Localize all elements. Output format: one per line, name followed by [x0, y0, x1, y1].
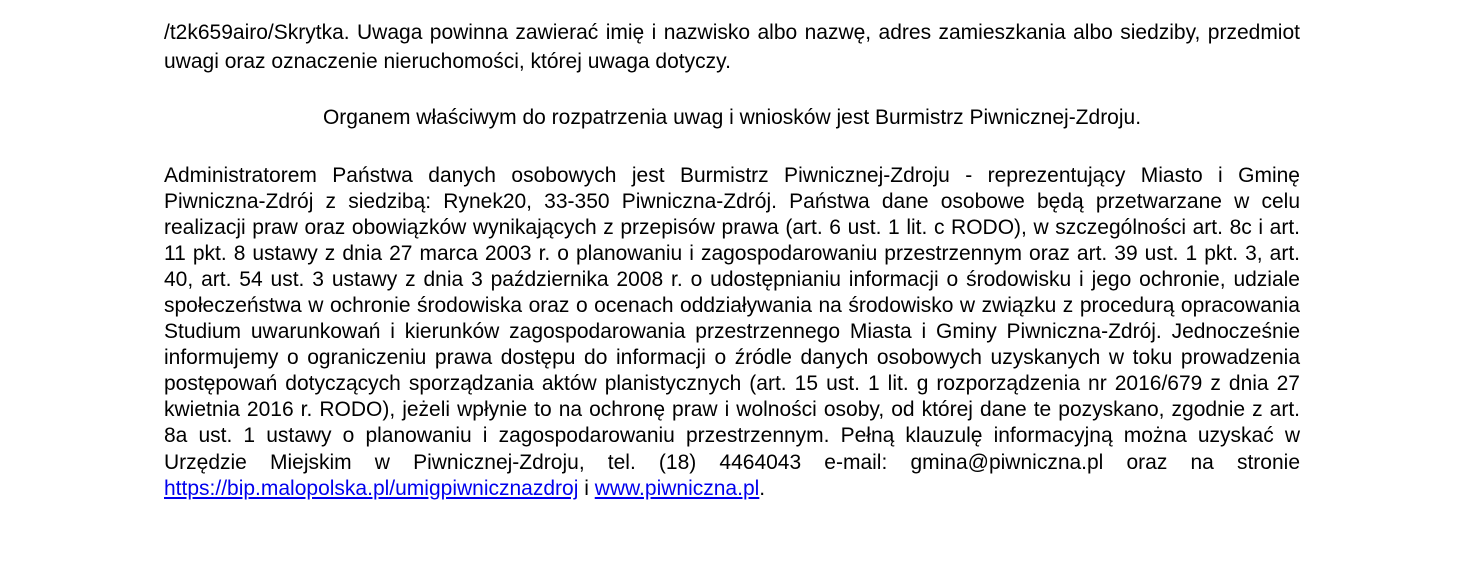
paragraph-data-protection-clause	[164, 163, 1300, 502]
paragraph-submission-requirements: /t2k659airo/Skrytka. Uwaga powinna zawierać imię i nazwisko albo nazwę, adres zamieszkania albo siedziby, przedmiot uwagi oraz oznaczenie nieruchomości, której uwaga dotyczy.	[164, 21, 1300, 73]
closing-period: .	[759, 476, 766, 500]
bip-link[interactable]: https://bip.malopolska.pl/umigpiwnicznazdroj	[164, 476, 579, 500]
data-protection-text: Administratorem Państwa danych osobowych jest Burmistrz Piwnicznej-Zdroju - reprezentujący Miasto i Gminę Piwniczna-Zdrój z siedzibą: Rynek20, 33-350 Piwniczna-Zdrój. Państwa dane osobowe będą przetwarzane w celu realizacji praw oraz obowiązków wynikających z przepisów prawa (art. 6 ust. 1 lit. c RODO), w szczególności art. 8c i art. 11 pkt. 8 ustawy z dnia 27 marca 2003 r. o planowaniu i zagospodarowaniu przestrzennym oraz art. 39 ust. 1 pkt. 3, art. 40, art. 54 ust. 3 ustawy z dnia 3 października 2008 r. o udostępnianiu informacji o środowisku i jego ochronie, udziale społeczeństwa w ochronie środowiska oraz o ocenach oddziaływania na środowisko w związku z procedurą opracowania Studium uwarunkowań i kierunków zagospodarowania przestrzennego Miasta i Gminy Piwniczna-Zdrój. Jednocześnie informujemy o ograniczeniu prawa dostępu do informacji o źródle danych osobowych uzyskanych w toku prowadzenia postępowań dotyczących sporządzania aktów planistycznych (art. 15 ust. 1 lit. g rozporządzenia nr 2016/679 z dnia 27 kwietnia 2016 r. RODO), jeżeli wpłynie to na ochronę praw i wolności osoby, od której dane te pozyskano, zgodnie z art. 8a ust. 1 ustawy o planowaniu i zagospodarowaniu przestrzennym. Pełną klauzulę informacyjną można uzyskać w Urzędzie Miejskim w Piwnicznej-Zdroju, tel. (18) 4464043 e-mail: gmina@piwniczna.pl oraz na stronie	[164, 164, 1300, 474]
link-connector: i	[578, 476, 595, 500]
paragraph-competent-authority: Organem właściwym do rozpatrzenia uwag i wniosków jest Burmistrz Piwnicznej-Zdroju.	[322, 106, 1142, 129]
website-link[interactable]: www.piwniczna.pl	[594, 476, 760, 500]
document-page	[164, 18, 1300, 502]
